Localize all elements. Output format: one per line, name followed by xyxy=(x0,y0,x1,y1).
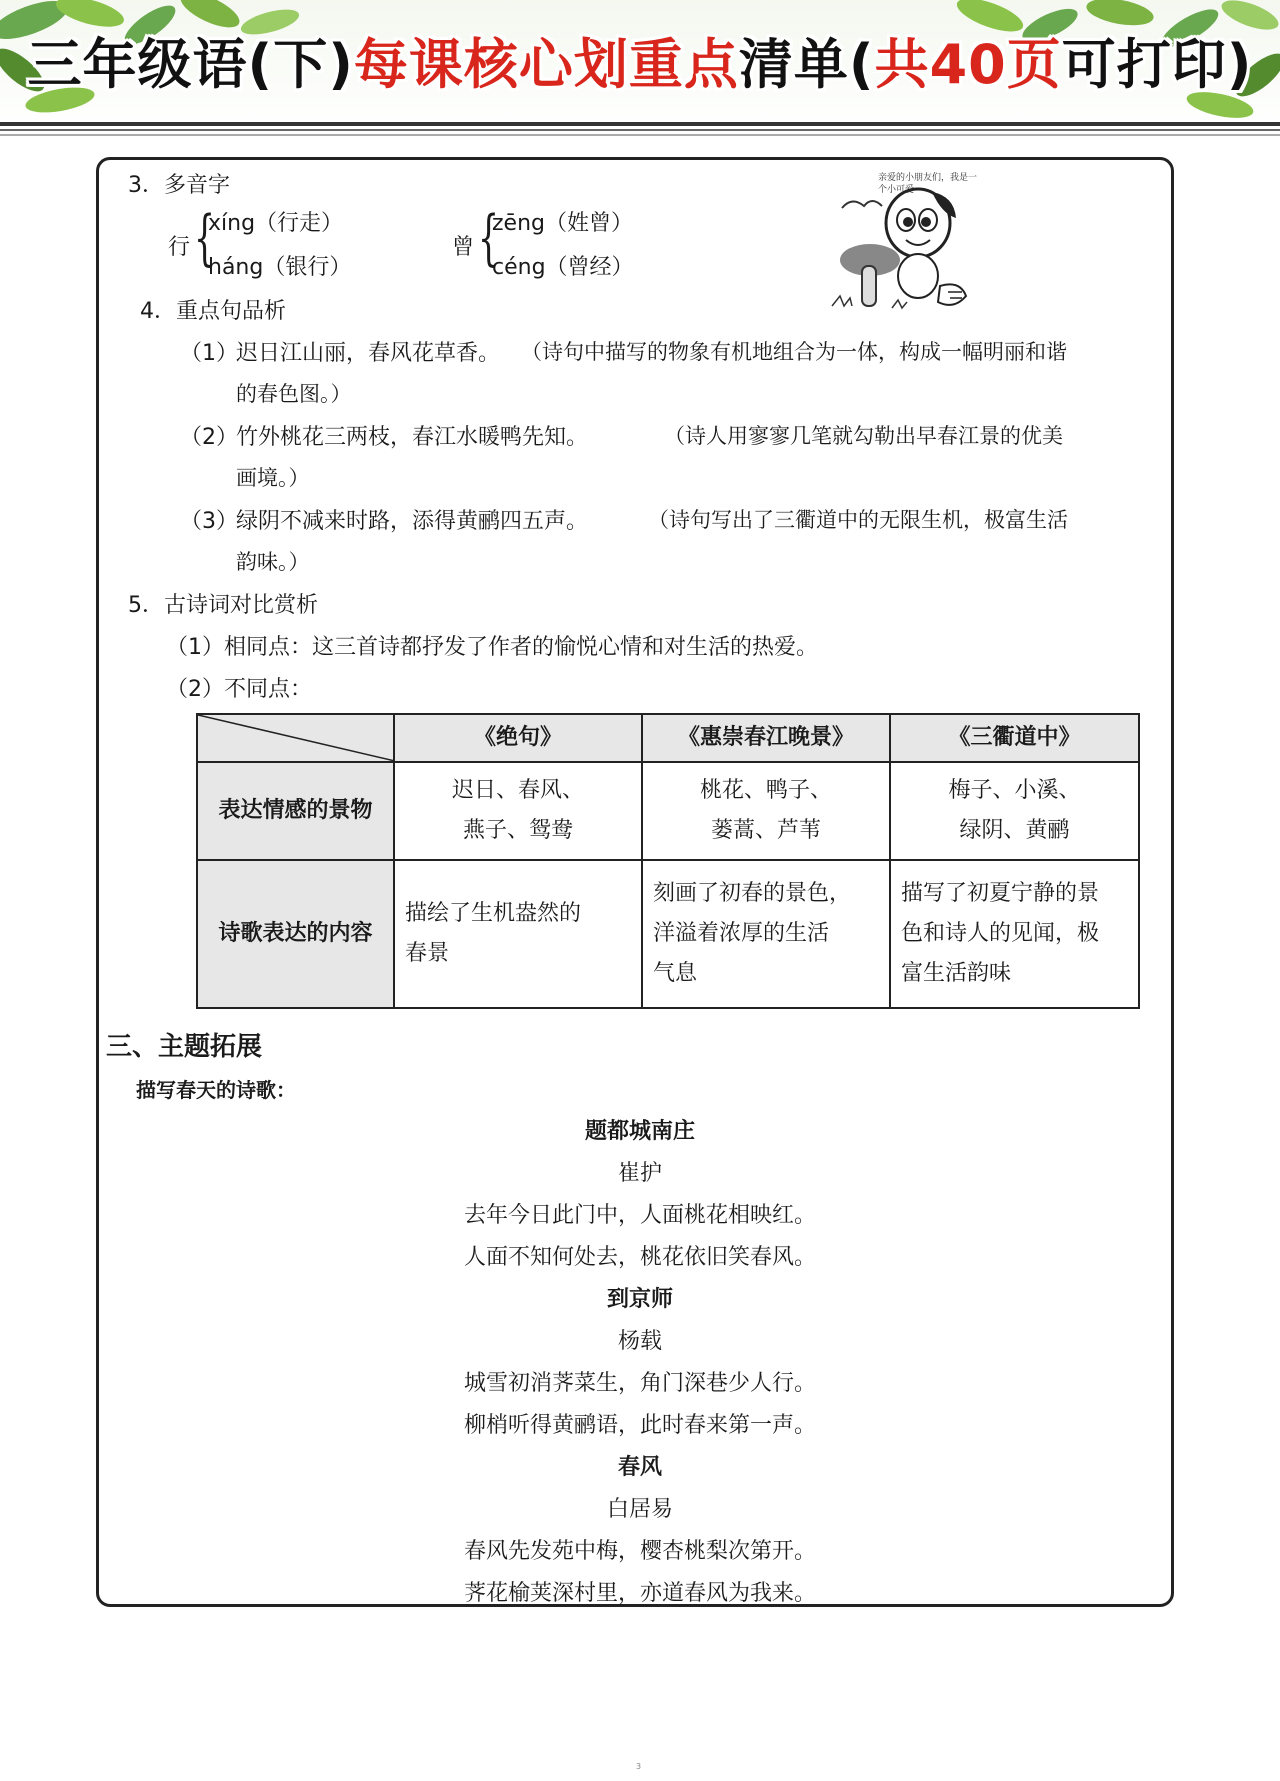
title-part-4: 共40页 xyxy=(874,33,1062,96)
section-heading-key-sentences: 4．重点句品析 xyxy=(140,299,286,324)
poem-title: 到京师 xyxy=(606,1287,673,1312)
sentence-analysis: 韵味。） xyxy=(236,550,310,574)
title-part-5: 可打印) xyxy=(1061,33,1253,96)
cell-line: 富生活韵味 xyxy=(901,961,1012,986)
header-banner xyxy=(0,0,1280,128)
cell-line: 描绘了生机盎然的 xyxy=(405,901,582,926)
cell-line: 绿阴、黄鹂 xyxy=(959,818,1070,843)
table-cell xyxy=(642,860,890,1008)
table-row xyxy=(197,860,1139,1008)
cell-line: 蒌蒿、芦苇 xyxy=(710,818,821,843)
poem-line: 去年今日此门中，人面桃花相映红。 xyxy=(463,1203,816,1228)
section-heading-polyphones: 3．多音字 xyxy=(128,173,230,198)
table-header-row xyxy=(197,714,1139,762)
brace-icon: { xyxy=(194,203,216,273)
similarity-text: （1）相同点：这三首诗都抒发了作者的愉悦心情和对生活的热爱。 xyxy=(166,635,818,660)
page-number: 3 xyxy=(636,1762,642,1771)
poem-title: 春风 xyxy=(617,1455,662,1480)
polyphone-char: 行 xyxy=(168,235,191,260)
cell-line: 色和诗人的见闻，极 xyxy=(901,921,1100,946)
title-part-2: 每课核心划重点 xyxy=(353,33,739,96)
sentence-analysis: 画境。） xyxy=(236,466,310,490)
sentence-analysis: （诗句中描写的物象有机地组合为一体，构成一幅明丽和谐 xyxy=(521,340,1067,364)
poem-author: 杨载 xyxy=(617,1329,662,1354)
polyphone-char: 曾 xyxy=(452,235,475,260)
item-number: （3） xyxy=(180,509,238,534)
header-rule xyxy=(0,134,1280,136)
poem-line: 柳梢听得黄鹂语，此时春来第一声。 xyxy=(463,1413,816,1438)
item-number: （1） xyxy=(180,341,238,366)
poem-line: 荠花榆荚深村里，亦道春风为我来。 xyxy=(463,1581,816,1606)
row-header: 表达情感的景物 xyxy=(197,762,394,860)
table-cell xyxy=(394,762,642,860)
polyphone-reading: zēng（姓曾） xyxy=(492,211,633,236)
table-row xyxy=(197,762,1139,860)
page-title xyxy=(0,22,1280,99)
section-heading-comparison: 5．古诗词对比赏析 xyxy=(128,593,318,618)
table-cell xyxy=(890,762,1139,860)
key-sentence: 迟日江山丽，春风花草香。 xyxy=(236,341,501,366)
row-header: 诗歌表达的内容 xyxy=(197,860,394,1008)
cell-line: 洋溢着浓厚的生活 xyxy=(653,921,830,946)
table-corner-cell xyxy=(197,714,394,762)
title-part-3: 清单( xyxy=(738,33,875,96)
brace-icon: { xyxy=(478,203,500,273)
poem-line: 人面不知何处去，桃花依旧笑春风。 xyxy=(463,1245,816,1270)
polyphone-reading: xíng（行走） xyxy=(208,211,344,236)
header-rule xyxy=(0,129,1280,131)
poem-line: 春风先发苑中梅，樱杏桃梨次第开。 xyxy=(463,1539,816,1564)
column-header: 《三衢道中》 xyxy=(890,714,1139,762)
sentence-analysis: （诗句写出了三衢道中的无限生机，极富生活 xyxy=(648,508,1068,532)
column-header: 《绝句》 xyxy=(394,714,642,762)
cell-line: 春景 xyxy=(405,941,450,966)
diagonal-line xyxy=(198,715,395,761)
column-header: 《惠崇春江晚景》 xyxy=(642,714,890,762)
cell-line: 燕子、鸳鸯 xyxy=(462,818,573,843)
cell-line: 刻画了初春的景色， xyxy=(653,881,852,906)
title-part-1: 三年级语(下) xyxy=(27,33,354,96)
poem-author: 崔护 xyxy=(617,1161,662,1186)
sentence-analysis: 的春色图。） xyxy=(236,382,352,406)
poems-subheading: 描写春天的诗歌： xyxy=(136,1078,296,1102)
key-sentence: 竹外桃花三两枝，春江水暖鸭先知。 xyxy=(236,425,589,450)
sentence-analysis: （诗人用寥寥几笔就勾勒出早春江景的优美 xyxy=(664,424,1063,448)
table-cell xyxy=(394,860,642,1008)
polyphone-reading: céng（曾经） xyxy=(492,255,634,280)
cell-line: 描写了初夏宁静的景 xyxy=(901,881,1100,906)
table-cell xyxy=(890,860,1139,1008)
cell-line: 气息 xyxy=(653,961,698,986)
item-number: （2） xyxy=(180,425,238,450)
difference-label: （2）不同点： xyxy=(166,677,312,702)
poem-author: 白居易 xyxy=(606,1497,673,1522)
key-sentence: 绿阴不减来时路，添得黄鹂四五声。 xyxy=(236,509,589,534)
comparison-table xyxy=(196,713,1140,1009)
table-cell xyxy=(642,762,890,860)
part-heading-theme-extension: 三、主题拓展 xyxy=(106,1032,263,1062)
poem-title: 题都城南庄 xyxy=(584,1119,695,1144)
cell-line: 迟日、春风、 xyxy=(451,778,584,803)
cell-line: 梅子、小溪、 xyxy=(948,778,1081,803)
polyphone-reading: háng（银行） xyxy=(208,255,352,280)
poem-line: 城雪初消荠菜生，角门深巷少人行。 xyxy=(463,1371,816,1396)
header-rule xyxy=(0,122,1280,126)
cell-line: 桃花、鸭子、 xyxy=(699,778,832,803)
mascot-caption: 亲爱的小朋友们，我是一个小可爱 xyxy=(878,173,978,195)
